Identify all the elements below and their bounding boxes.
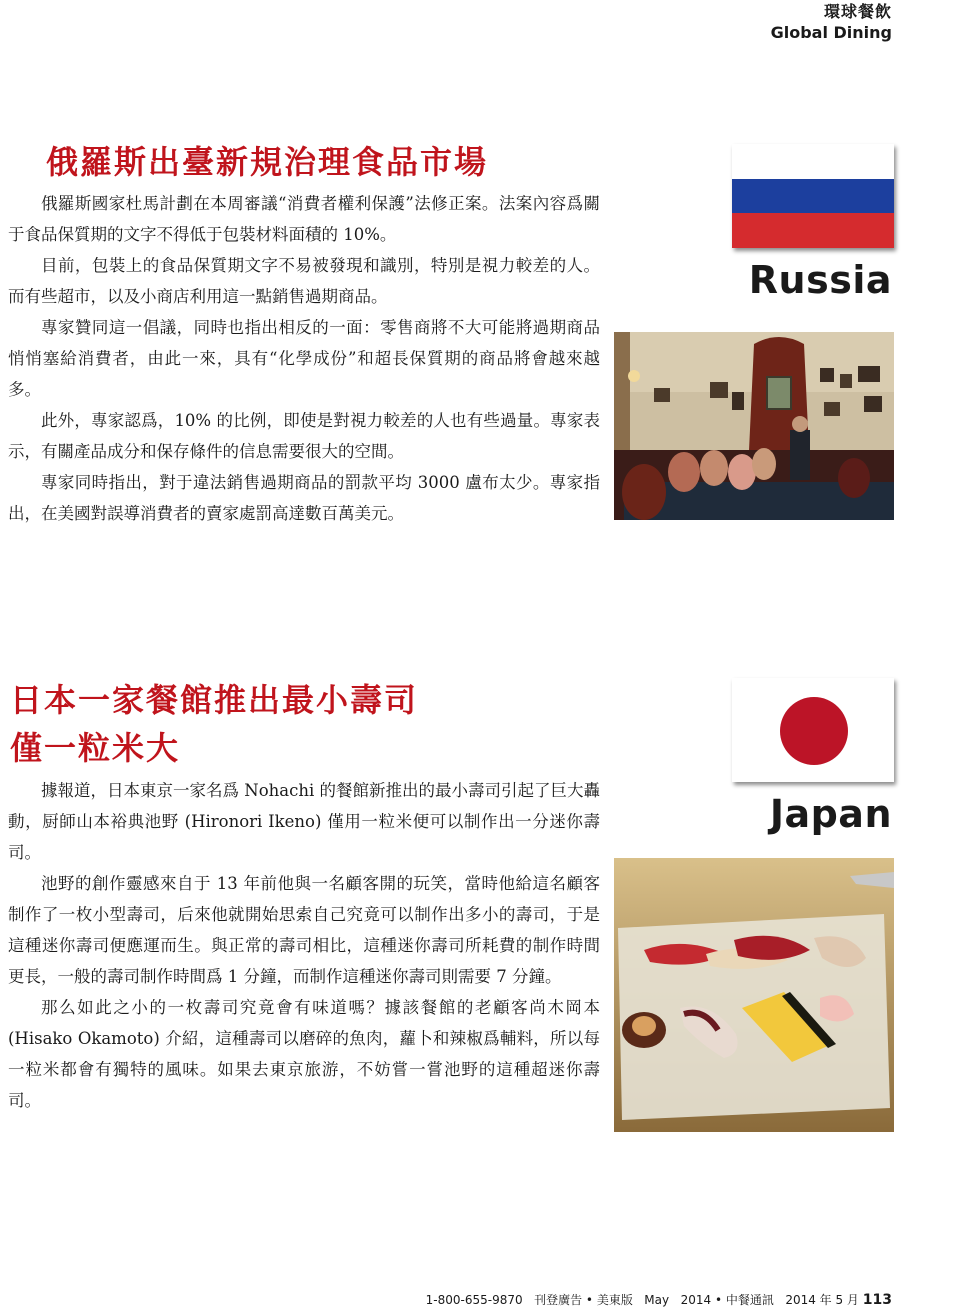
article1-paragraph: 此外，專家認爲，10% 的比例，即使是對視力較差的人也有些過量。專家表示，有關產品成分和保存條件的信息需要很大的空間。 bbox=[8, 411, 600, 461]
restaurant-interior-image bbox=[614, 332, 894, 520]
article2-paragraph: 據報道，日本東京一家名爲 Nohachi 的餐館新推出的最小壽司引起了巨大轟動，厨師山本裕典池野 (Hironori Ikeno) 僅用一粒米便可以制作出一分迷你壽司。 bbox=[8, 781, 600, 862]
article2-headline-line1: 日本一家餐館推出最小壽司 bbox=[10, 681, 419, 719]
sushi-plate-image bbox=[614, 858, 894, 1132]
page-number: 113 bbox=[862, 1292, 892, 1308]
japan-flag bbox=[732, 678, 894, 782]
russia-flag-blue-stripe bbox=[732, 179, 894, 214]
footer-month: May bbox=[644, 1293, 670, 1307]
article1-paragraph: 專家同時指出，對于違法銷售過期商品的罰款平均 3000 盧布太少。專家指出，在美國對誤導消費者的賣家處罰高達數百萬美元。 bbox=[8, 473, 600, 523]
article2-paragraph: 池野的創作靈感來自于 13 年前他與一名顧客開的玩笑，當時他給這名顧客制作了一枚小型壽司，后來他就開始思索自己究竟可以制作出多小的壽司，于是這種迷你壽司便應運而生。與正常的壽司相比，這種迷你壽司所耗費的制作時間更長，一般的壽司制作時間爲 1 分鐘，而制作這種迷你壽司則需要 7 分鐘。 bbox=[8, 874, 600, 986]
russia-flag-red-stripe bbox=[732, 213, 894, 248]
footer-phone: 1-800-655-9870 bbox=[425, 1293, 523, 1307]
article1-body bbox=[8, 188, 600, 529]
mini-sushi-photo bbox=[614, 858, 894, 1132]
japan-flag-red-disc bbox=[780, 697, 848, 765]
section-title-en: Global Dining bbox=[770, 23, 892, 42]
article1-paragraph: 俄羅斯國家杜馬計劃在本周審議“消費者權利保護”法修正案。法案內容爲關于食品保質期的文字不得低于包裝材料面積的 10%。 bbox=[8, 194, 600, 244]
footer-separator: • bbox=[585, 1293, 593, 1307]
section-title-zh: 環球餐飲 bbox=[823, 2, 892, 21]
article2-body bbox=[8, 775, 600, 1116]
footer-separator: • bbox=[714, 1293, 723, 1307]
article1-paragraph: 目前，包裝上的食品保質期文字不易被發現和識別，特別是視力較差的人。而有些超市，以及小商店利用這一點銷售過期商品。 bbox=[8, 256, 600, 306]
article2-headline-line2: 僅一粒米大 bbox=[10, 729, 181, 767]
russian-restaurant-photo bbox=[614, 332, 894, 520]
footer-year: 2014 bbox=[680, 1293, 712, 1307]
country-label-japan: Japan bbox=[769, 792, 892, 836]
russia-flag bbox=[732, 144, 894, 248]
article1-paragraph: 專家贊同這一倡議，同時也指出相反的一面：零售商將不大可能將過期商品悄悄塞給消費者，由此一來，具有“化學成份”和超長保質期的商品將會越來越多。 bbox=[8, 318, 600, 399]
footer-edition: 美東版 bbox=[596, 1293, 633, 1307]
article1-headline: 俄羅斯出臺新規治理食品市場 bbox=[46, 143, 489, 181]
footer-ad-label: 刊登廣告 bbox=[534, 1293, 583, 1307]
article2-paragraph: 那么如此之小的一枚壽司究竟會有味道嗎？據該餐館的老顧客尚木岡本 (Hisako Okamoto) 介紹，這種壽司以磨碎的魚肉，蘿卜和辣椒爲輔料，所以每一粒米都會有獨特的風味。如果去東京旅游，不妨嘗一嘗池野的這種超迷你壽司。 bbox=[8, 998, 600, 1110]
page-footer bbox=[426, 1291, 892, 1308]
country-label-russia: Russia bbox=[748, 258, 892, 302]
section-label bbox=[771, 2, 892, 44]
footer-date: 2014 年 5 月 bbox=[785, 1293, 859, 1307]
footer-publication: 中餐通訊 bbox=[725, 1293, 774, 1307]
article2-headline bbox=[10, 676, 418, 772]
russia-flag-white-stripe bbox=[732, 144, 894, 179]
